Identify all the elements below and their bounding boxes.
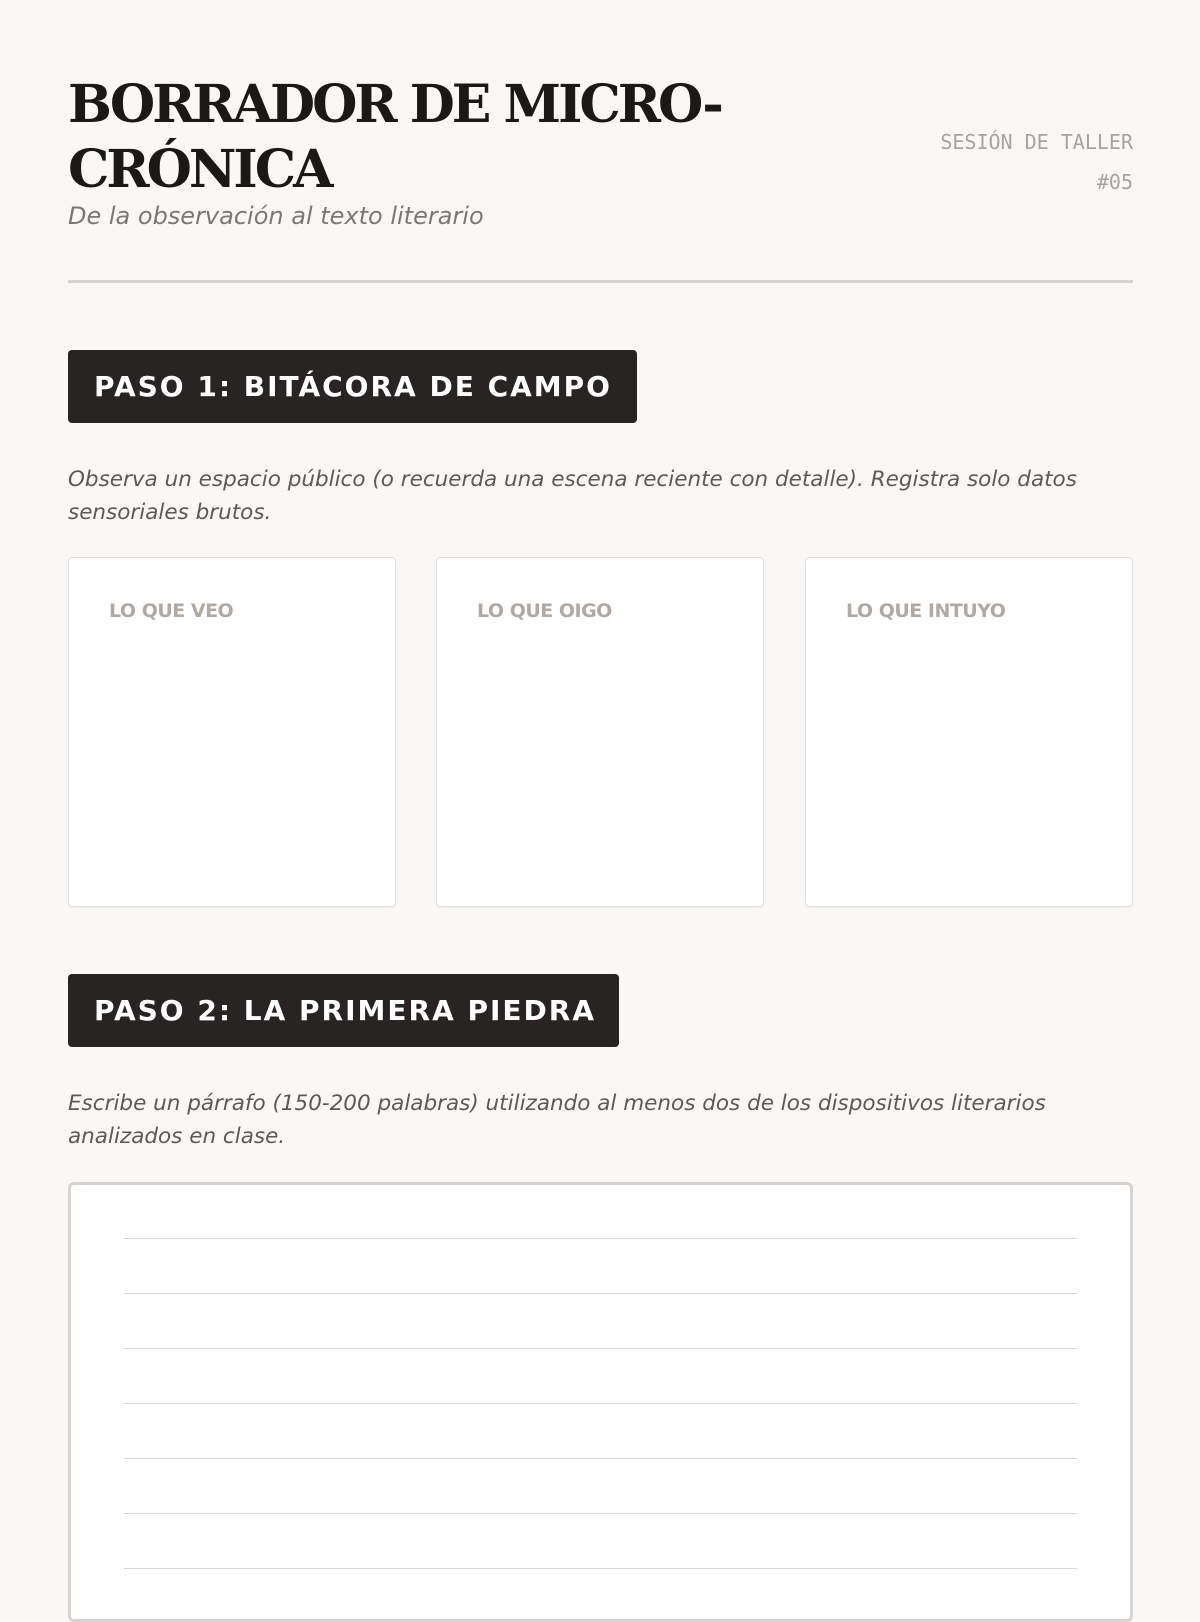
step2-instruction: Escribe un párrafo (150-200 palabras) utilizando al menos dos de los dispositivos literarios analizados en clase. [68,1091,1046,1149]
page-subtitle: De la observación al texto literario [68,202,484,230]
observation-card-see[interactable] [68,557,396,907]
observation-card-intuit[interactable] [805,557,1133,907]
step1-badge: PASO 1: BITÁCORA DE CAMPO [68,350,637,423]
session-label: SESIÓN DE TALLER [940,130,1133,154]
writing-line [124,1513,1077,1514]
writing-line [124,1458,1077,1459]
writing-line [124,1403,1077,1404]
writing-area[interactable] [68,1182,1133,1622]
page-title: BORRADOR DE MICRO-CRÓNICA [68,74,721,200]
writing-line [124,1568,1077,1569]
session-number: #05 [1096,170,1133,194]
card-label-intuit: LO QUE INTUYO [846,600,1006,622]
writing-line [124,1348,1077,1349]
page-header [68,72,1133,242]
card-label-see: LO QUE VEO [109,600,234,622]
writing-line [124,1293,1077,1294]
writing-line [124,1238,1077,1239]
card-label-hear: LO QUE OIGO [477,600,612,622]
session-info [833,122,1133,202]
observation-cards [68,557,1133,907]
worksheet-page [68,0,1133,1600]
step1-instruction: Observa un espacio público (o recuerda una escena reciente con detalle). Registra solo datos sensoriales brutos. [68,467,1077,525]
observation-card-hear[interactable] [436,557,764,907]
header-divider [68,280,1133,283]
step2-badge: PASO 2: LA PRIMERA PIEDRA [68,974,619,1047]
